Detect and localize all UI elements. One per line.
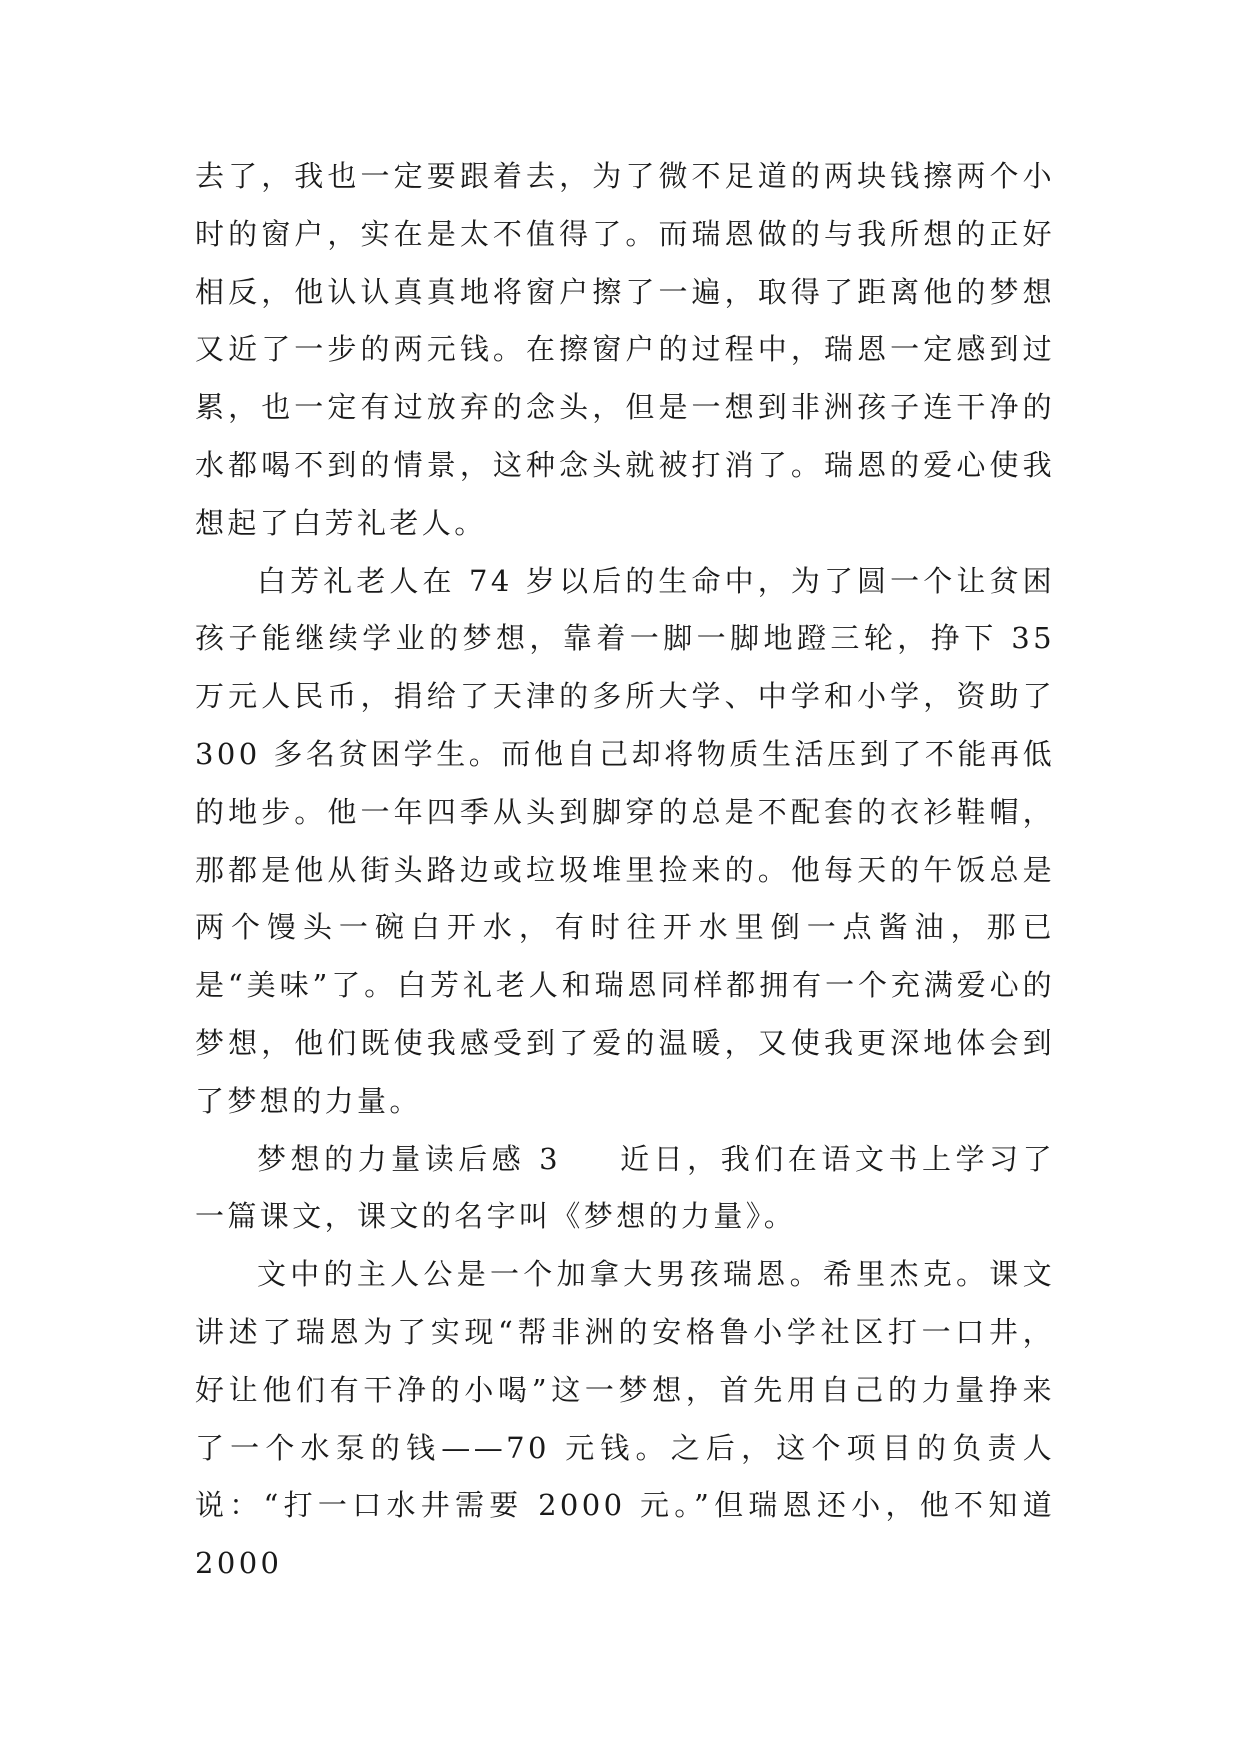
paragraph-bai-fangli: 白芳礼老人在 74 岁以后的生命中，为了圆一个让贫困孩子能继续学业的梦想，靠着一脚一脚地蹬三轮，挣下 35 万元人民币，捐给了天津的多所大学、中学和小学，资助了 300 多名贫困学生。而他自己却将物质生活压到了不能再低的地步。他一年四季从头到脚穿的总是不配套的衣衫鞋帽，那都是他从街头路边或垃圾堆里捡来的。他每天的午饭总是两个馒头一碗白开水，有时往开水里倒一点酱油，那已是“美味”了。白芳礼老人和瑞恩同样都拥有一个充满爱心的梦想，他们既使我感受到了爱的温暖，又使我更深地体会到了梦想的力量。 [195, 563, 1055, 1118]
paragraph-ryan-story: 文中的主人公是一个加拿大男孩瑞恩。希里杰克。课文讲述了瑞恩为了实现“帮非洲的安格鲁小学社区打一口井，好让他们有干净的小喝”这一梦想，首先用自己的力量挣来了一个水泵的钱——70 元钱。之后，这个项目的负责人说：“打一口水井需要 2000 元。”但瑞恩还小，他不知道 2000 [195, 1257, 1055, 1581]
document-page [195, 148, 1055, 1593]
section-intro: 近日，我们在语文书上学习了一篇课文，课文的名字叫《梦想的力量》。 [195, 1141, 1056, 1234]
paragraph-continuation: 去了，我也一定要跟着去，为了微不足道的两块钱擦两个小时的窗户，实在是太不值得了。而瑞恩做的与我所想的正好相反，他认认真真地将窗户擦了一遍，取得了距离他的梦想又近了一步的两元钱。在擦窗户的过程中，瑞恩一定感到过累，也一定有过放弃的念头，但是一想到非洲孩子连干净的水都喝不到的情景，这种念头就被打消了。瑞恩的爱心使我想起了白芳礼老人。 [195, 159, 1055, 540]
section-3-opening [195, 1131, 1055, 1247]
section-heading: 梦想的力量读后感 3 [257, 1141, 561, 1176]
